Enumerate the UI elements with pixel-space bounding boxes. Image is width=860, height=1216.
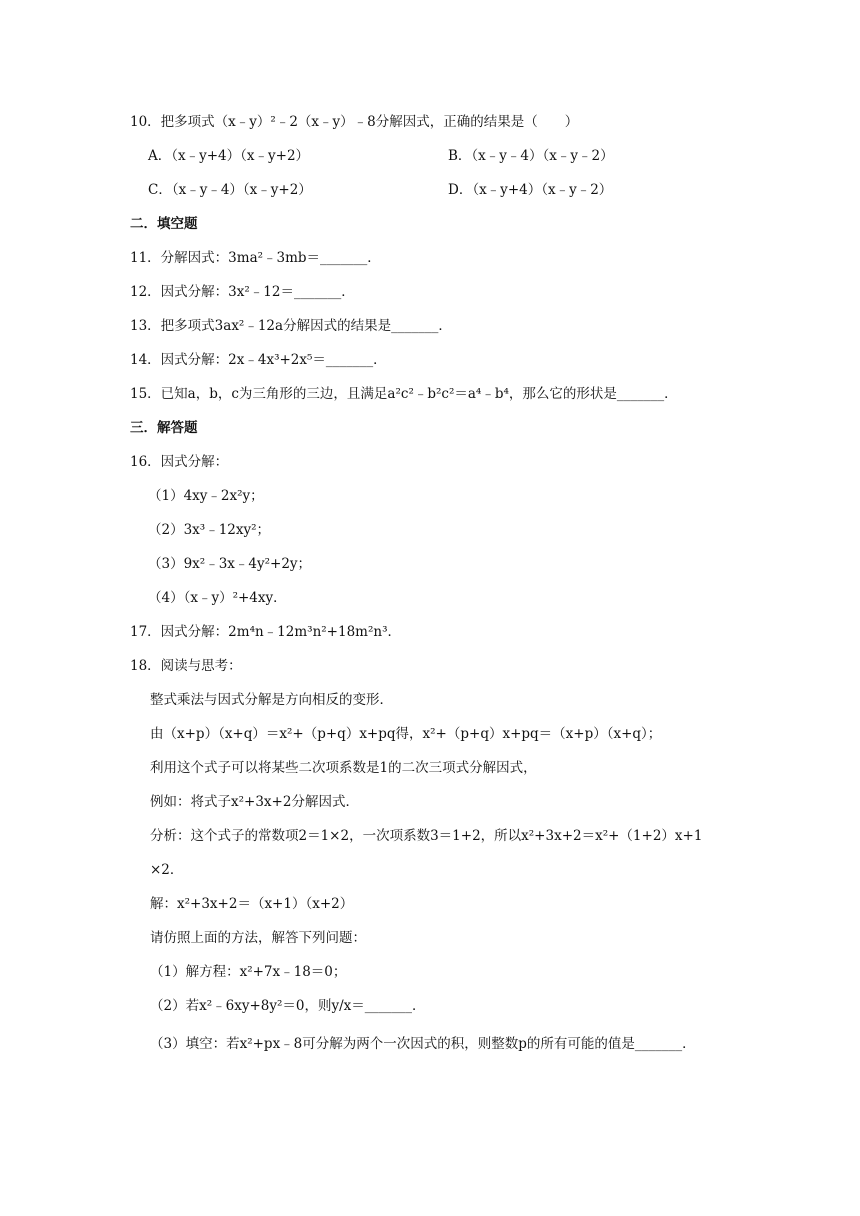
question-18-paragraph-3: 利用这个式子可以将某些二次项系数是1的二次三项式分解因式， (150, 760, 537, 776)
question-10-option-c: C．（x﹣y﹣4）（x﹣y+2） (148, 182, 312, 198)
question-15: 15．已知a，b，c为三角形的三边，且满足a²c²﹣b²c²＝a⁴﹣b⁴，那么它的形状是_______． (130, 386, 678, 402)
section-fill-in-heading: 二．填空题 (130, 216, 198, 232)
question-12: 12．因式分解：3x²﹣12＝_______． (130, 284, 355, 300)
question-16-part-3: （3）9x²﹣3x﹣4y²+2y； (148, 556, 312, 572)
question-18-solution: 解：x²+3x+2＝（x+1）（x+2） (150, 896, 354, 912)
question-18-example: 例如：将式子x²+3x+2分解因式． (150, 794, 359, 810)
question-16-part-1: （1）4xy﹣2x²y； (148, 488, 264, 504)
question-18-analysis-line-2: ×2． (150, 862, 184, 878)
question-11: 11．分解因式：3ma²﹣3mb＝_______． (130, 250, 381, 266)
question-18-part-2: （2）若x²﹣6xy+8y²＝0，则y/x＝_______． (150, 998, 426, 1014)
question-18-stem: 18．阅读与思考： (130, 658, 242, 674)
section-answer-heading: 三．解答题 (130, 420, 198, 436)
question-10-stem: 10．把多项式（x﹣y）²﹣2（x﹣y）﹣8分解因式，正确的结果是（ ） (130, 114, 579, 130)
question-16-part-2: （2）3x³﹣12xy²； (148, 522, 271, 538)
question-10-option-d: D．（x﹣y+4）（x﹣y﹣2） (448, 182, 613, 198)
question-10-option-a: A．（x﹣y+4）（x﹣y+2） (148, 148, 310, 164)
question-18-part-1: （1）解方程：x²+7x﹣18＝0； (150, 964, 347, 980)
question-17: 17．因式分解：2m⁴n﹣12m³n²+18m²n³． (130, 624, 401, 640)
question-14: 14．因式分解：2x﹣4x³+2x⁵＝_______． (130, 352, 387, 368)
question-18-prompt: 请仿照上面的方法，解答下列问题： (150, 930, 366, 946)
question-18-paragraph-1: 整式乘法与因式分解是方向相反的变形． (150, 692, 393, 708)
question-10-option-b: B．（x﹣y﹣4）（x﹣y﹣2） (448, 148, 614, 164)
question-13: 13．把多项式3ax²﹣12a分解因式的结果是_______． (130, 318, 452, 334)
question-18-part-3: （3）填空：若x²+px﹣8可分解为两个一次因式的积，则整数p的所有可能的值是_______． (150, 1036, 696, 1052)
question-16-part-4: （4）（x﹣y）²+4xy． (148, 590, 287, 606)
question-18-analysis-line-1: 分析：这个式子的常数项2＝1×2，一次项系数3＝1+2，所以x²+3x+2＝x²+（1+2）x+1 (150, 828, 703, 844)
question-18-paragraph-2: 由（x+p）（x+q）＝x²+（p+q）x+pq得，x²+（p+q）x+pq＝（x+p）（x+q）； (150, 726, 662, 742)
question-16-stem: 16．因式分解： (130, 454, 229, 470)
